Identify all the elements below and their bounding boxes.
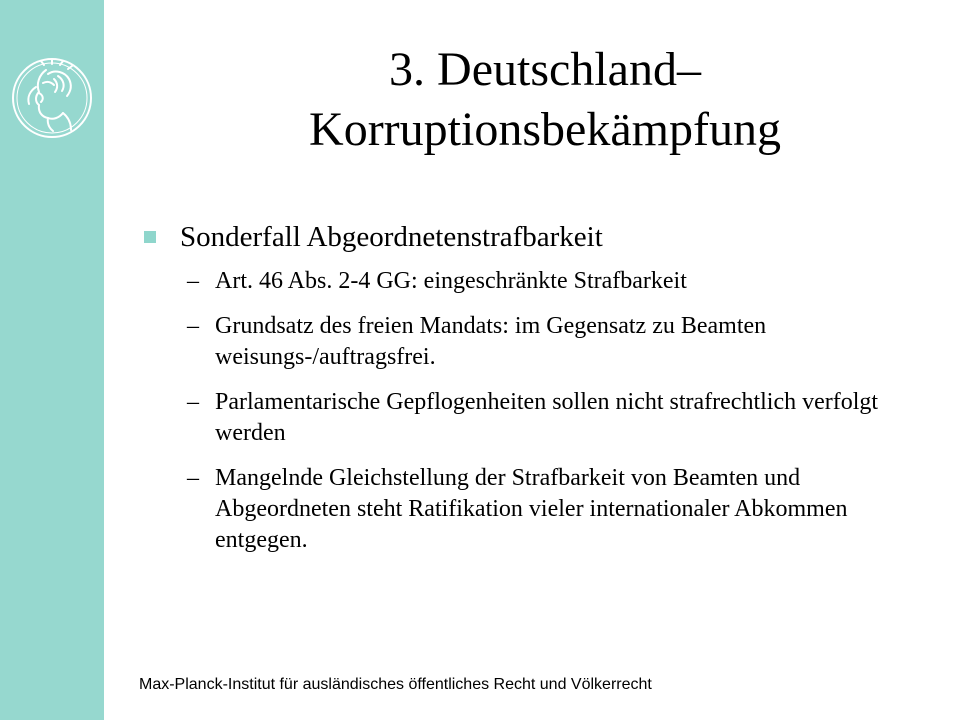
footer-text: Max-Planck-Institut für ausländisches öffentliches Recht und Völkerrecht [139, 676, 652, 693]
sub-bullet-item [140, 266, 940, 297]
slide-title [150, 40, 940, 160]
sub-bullet-text: Art. 46 Abs. 2-4 GG: eingeschränkte Strafbarkeit [215, 268, 687, 294]
sub-bullet-text: Mangelnde Gleichstellung der Strafbarkeit von Beamten und Abgeordneten steht Ratifikation vieler internationaler Abkommen entgegen. [215, 465, 848, 553]
main-bullet [140, 218, 940, 256]
sub-bullet-item [140, 311, 940, 373]
dash-icon: – [187, 389, 199, 415]
dash-icon: – [187, 465, 199, 491]
square-bullet-icon [144, 231, 156, 243]
sub-bullet-text: Grundsatz des freien Mandats: im Gegensatz zu Beamten weisungs-/auftragsfrei. [215, 313, 767, 370]
sidebar [0, 0, 104, 720]
slide-content [140, 218, 940, 570]
sub-bullet-text: Parlamentarische Gepflogenheiten sollen nicht strafrechtlich verfolgt werden [215, 389, 879, 446]
dash-icon: – [187, 313, 199, 339]
main-bullet-text: Sonderfall Abgeordnetenstrafbarkeit [180, 221, 603, 253]
sub-bullet-item [140, 463, 940, 556]
sub-bullet-item [140, 387, 940, 449]
slide-title-line-2: Korruptionsbekämpfung [309, 103, 781, 156]
slide-title-line-1: 3. Deutschland– [389, 43, 701, 96]
sub-bullet-list [140, 266, 940, 556]
minerva-logo-icon [8, 44, 96, 152]
dash-icon: – [187, 268, 199, 294]
